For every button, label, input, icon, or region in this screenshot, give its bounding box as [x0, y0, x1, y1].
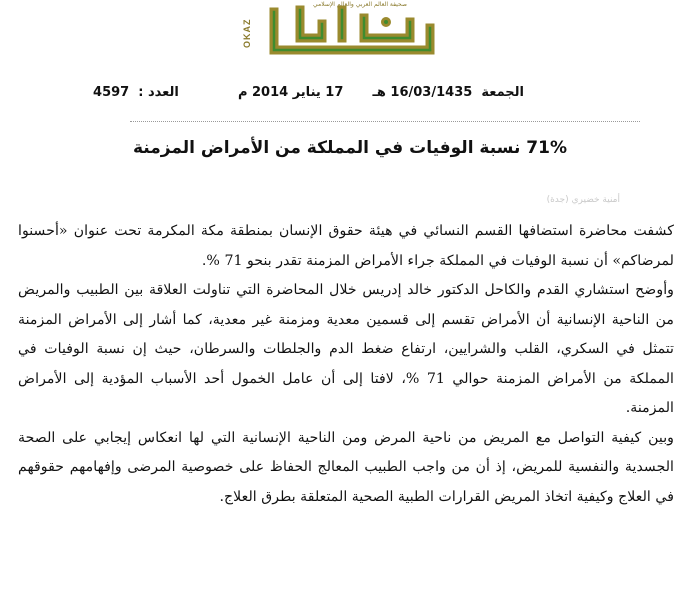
logo-latin-text: OKAZ [242, 18, 252, 48]
logo-tagline: صحيفة العالم العربي والعالم الإسلامي [313, 1, 407, 8]
okaz-logo-icon [230, 0, 460, 62]
photo-credit: أمنية خضيري (جدة) [546, 195, 620, 205]
issue-label: العدد : [138, 85, 179, 100]
article-paragraph: كشفت محاضرة استضافها القسم النسائي في هيئة حقوق الإنسان بمنطقة مكة المكرمة تحت عنوان «أحسنوا لمرضاكم» أن نسبة الوفيات في المملكة جراء الأمراض المزمنة تقدر بنحو 71 %. [18, 223, 674, 269]
article-paragraph: وأوضح استشاري القدم والكاحل الدكتور خالد إدريس خلال المحاضرة التي تناولت العلاقة بين الطبيب والمريض من الناحية الإنسانية أن الأمراض تقسم إلى قسمين معدية ومزمنة غير معدية، كما أشار إلى الأمراض المزمنة تتمثل في السكري، القلب والشرايين، ارتفاع ضغط الدم والجلطات والسرطان، حيث إن نسبة الوفيات في المملكة من الأمراض المزمنة حوالي 71 %، لافتا إلى أن عامل الخمول أحد الأسباب المؤدية إلى الأمراض المزمنة. [18, 282, 675, 416]
masthead-logo [230, 0, 460, 62]
article-headline: 71% نسبة الوفيات في المملكة من الأمراض المزمنة [132, 138, 567, 158]
article-paragraph: وبين كيفية التواصل مع المريض من ناحية المرض ومن الناحية الإنسانية التي لها انعكاس إيجابي على الصحة الجسدية والنفسية للمريض، إذ أن من واجب الطبيب المعالج الحفاظ على خصوصية المرضى وإفهامهم حقوقهم في العلاج وكيفية اتخاذ المريض القرارات الطبية الصحية المتعلقة بطرق العلاج. [18, 429, 674, 505]
issue-hijri-date: 16/03/1435 هـ [372, 85, 473, 100]
divider [130, 121, 640, 122]
article-body [18, 217, 674, 512]
issue-meta [93, 85, 524, 100]
issue-gregorian-date: 17 يناير 2014 م [237, 85, 344, 100]
issue-day: الجمعة [481, 85, 524, 100]
issue-number: 4597 [93, 85, 130, 100]
